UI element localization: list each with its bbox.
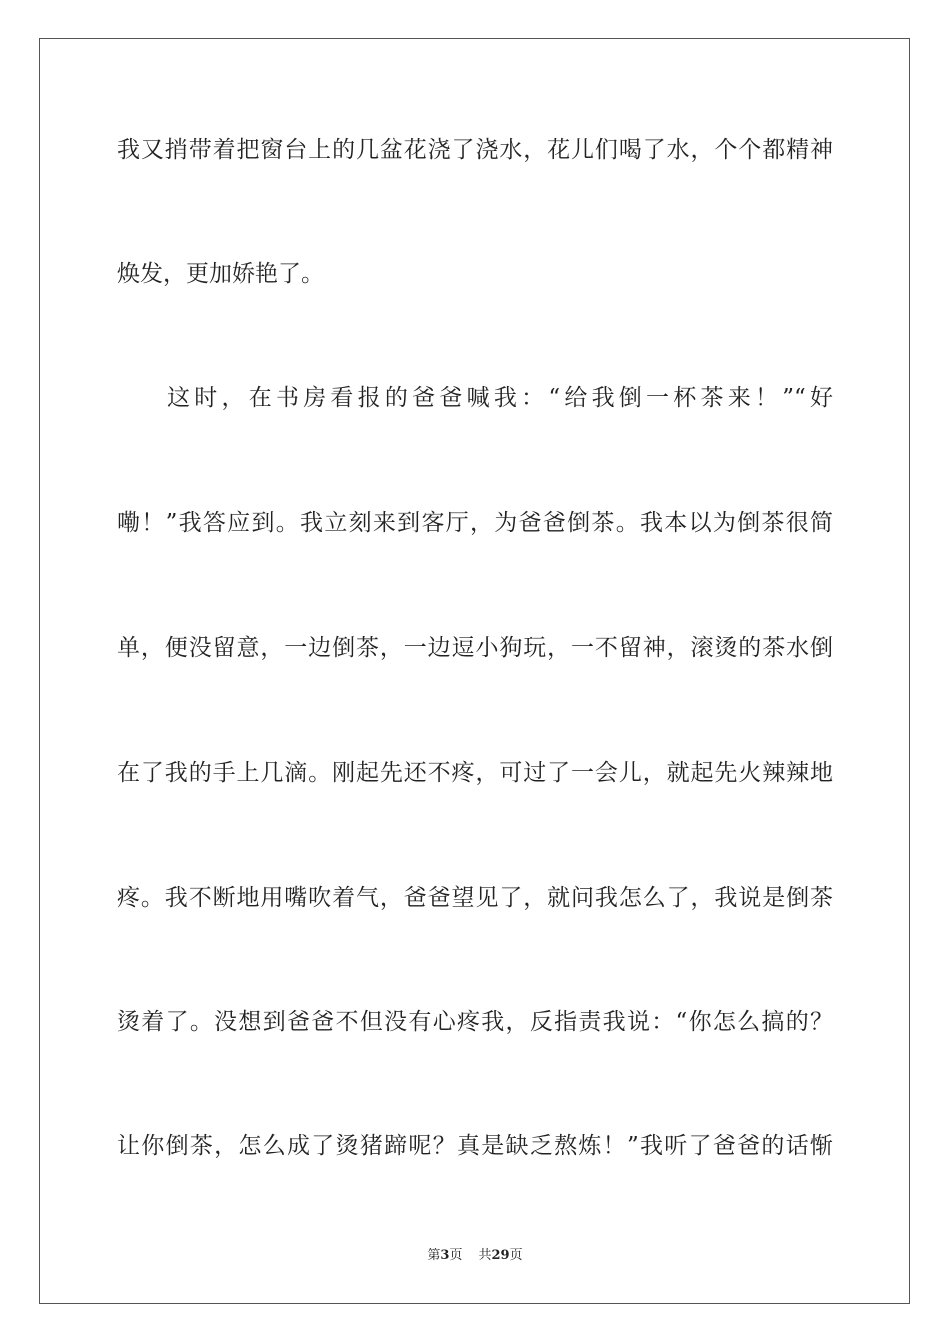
- current-page-number: 3: [440, 1248, 450, 1263]
- page-number-prefix: 第: [427, 1248, 441, 1263]
- text-line: 嘞！”我答应到。我立刻来到客厅，为爸爸倒茶。我本以为倒茶很简: [117, 510, 833, 536]
- text-line: 在了我的手上几滴。刚起先还不疼，可过了一会儿，就起先火辣辣地: [117, 760, 833, 786]
- total-pages-number: 29: [491, 1248, 510, 1263]
- page-border: [39, 38, 910, 1304]
- text-line: 我又捎带着把窗台上的几盆花浇了浇水，花儿们喝了水，个个都精神: [117, 137, 833, 163]
- text-line: 让你倒茶，怎么成了烫猪蹄呢？真是缺乏熬炼！”我听了爸爸的话惭: [117, 1133, 833, 1159]
- text-line: 疼。我不断地用嘴吹着气，爸爸望见了，就问我怎么了，我说是倒茶: [117, 885, 833, 911]
- page-number-suffix: 页: [449, 1248, 463, 1263]
- text-line: 焕发，更加娇艳了。: [117, 261, 324, 287]
- total-pages-suffix: 页: [509, 1248, 523, 1263]
- text-line: 这时，在书房看报的爸爸喊我：“给我倒一杯茶来！”“好: [167, 385, 833, 411]
- page-footer: [0, 1247, 950, 1265]
- text-line: 烫着了。没想到爸爸不但没有心疼我，反指责我说：“你怎么搞的？: [117, 1009, 833, 1035]
- text-line: 单，便没留意，一边倒茶，一边逗小狗玩，一不留神，滚烫的茶水倒: [117, 635, 833, 661]
- total-pages-prefix: 共: [478, 1248, 492, 1263]
